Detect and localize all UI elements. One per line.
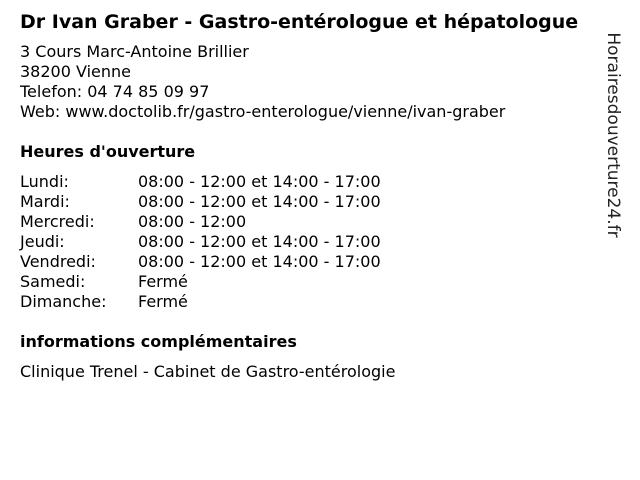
day-hours: 08:00 - 12:00 et 14:00 - 17:00 — [138, 172, 381, 191]
listing-card — [20, 8, 610, 382]
hours-row-sunday — [20, 292, 610, 312]
hours-row-wednesday — [20, 212, 610, 232]
extra-info-heading: informations complémentaires — [20, 332, 297, 351]
site-watermark: Horairesdouverture24.fr — [603, 32, 623, 238]
hours-row-friday — [20, 252, 610, 272]
phone-number: Telefon: 04 74 85 09 97 — [20, 82, 210, 101]
day-label: Lundi: — [20, 172, 69, 191]
opening-hours-table — [20, 172, 610, 312]
day-hours: 08:00 - 12:00 et 14:00 - 17:00 — [138, 192, 381, 211]
day-hours: Fermé — [138, 272, 188, 291]
hours-row-tuesday — [20, 192, 610, 212]
address-street: 3 Cours Marc-Antoine Brillier — [20, 42, 249, 61]
hours-row-monday — [20, 172, 610, 192]
day-label: Samedi: — [20, 272, 86, 291]
day-label: Mardi: — [20, 192, 70, 211]
day-label: Jeudi: — [20, 232, 65, 251]
extra-info-text: Clinique Trenel - Cabinet de Gastro-entérologie — [20, 362, 396, 381]
website-link[interactable]: Web: www.doctolib.fr/gastro-enterologue/vienne/ivan-graber — [20, 102, 506, 121]
contact-block — [20, 42, 610, 122]
address-city: 38200 Vienne — [20, 62, 131, 81]
hours-heading: Heures d'ouverture — [20, 142, 196, 161]
day-hours: Fermé — [138, 292, 188, 311]
day-label: Dimanche: — [20, 292, 107, 311]
hours-row-thursday — [20, 232, 610, 252]
day-hours: 08:00 - 12:00 — [138, 212, 247, 231]
day-label: Vendredi: — [20, 252, 96, 271]
hours-row-saturday — [20, 272, 610, 292]
day-hours: 08:00 - 12:00 et 14:00 - 17:00 — [138, 232, 381, 251]
listing-title: Dr Ivan Graber - Gastro-entérologue et hépatologue — [20, 11, 579, 33]
day-label: Mercredi: — [20, 212, 95, 231]
day-hours: 08:00 - 12:00 et 14:00 - 17:00 — [138, 252, 381, 271]
